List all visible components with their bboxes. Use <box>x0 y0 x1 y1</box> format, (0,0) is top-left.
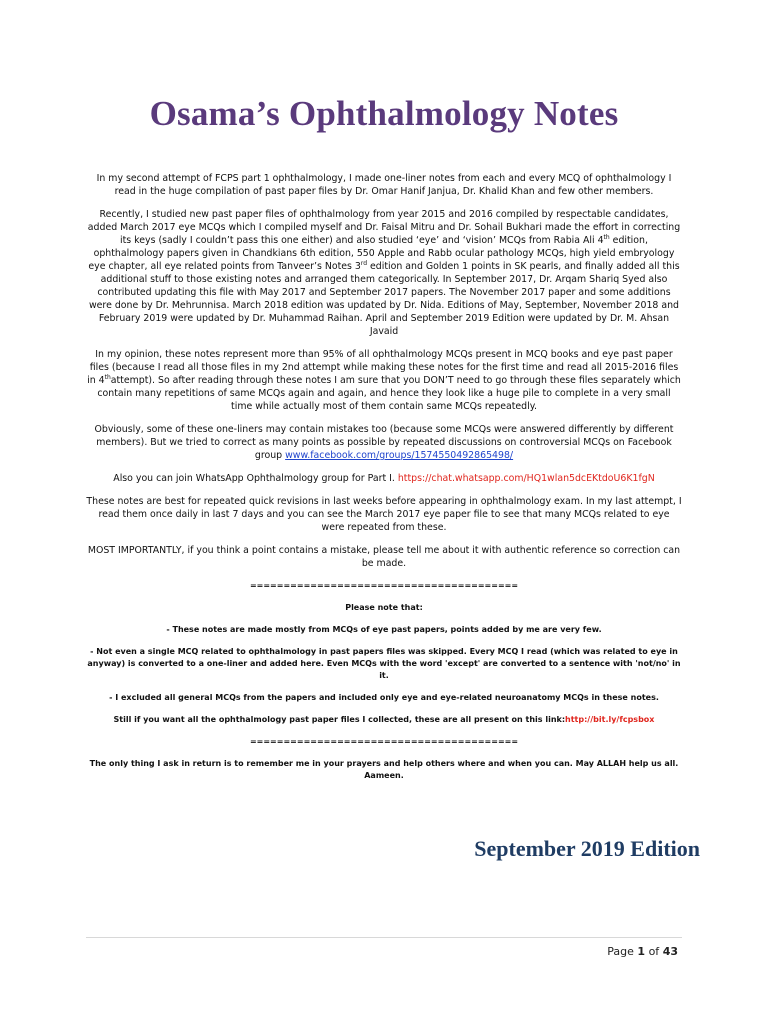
paragraph-sources-part-a: Recently, I studied new past paper files of ophthalmology from year 2015 and 2016 compiled by respectable candidates, added March 2017 eye MCQs which I compiled myself and Dr. Faisal Mitru and Dr. Sohail Bukhari made the effort in correcting its keys (sadly I couldn’t pass this one either) and also studied ‘eye’ and ‘vision’ MCQs from Rabia Ali 4 <box>87 209 681 246</box>
paragraph-intro: In my second attempt of FCPS part 1 ophthalmology, I made one-liner notes from each and every MCQ of ophthalmology I read in the huge compilation of past paper files by Dr. Omar Hanif Janjua, Dr. Khalid Khan and few other members. <box>96 173 672 197</box>
notes-heading: Please note that: <box>345 603 423 612</box>
paragraph-important: MOST IMPORTANTLY, if you think a point contains a mistake, please tell me about it with authentic reference so correction can be made. <box>87 545 681 569</box>
paragraph-whatsapp <box>86 472 682 485</box>
edition-label: September 2019 Edition <box>474 836 700 861</box>
page-number <box>607 945 678 958</box>
note-item: - These notes are made mostly from MCQs of eye past papers, points added by me are very few. <box>166 625 602 634</box>
note-item-text: Still if you want all the ophthalmology past paper files I collected, these are all present on this link: <box>113 715 566 724</box>
page-title: Osama’s Ophthalmology Notes <box>149 94 619 133</box>
footer-divider <box>86 937 682 938</box>
separator-line: ======================================== <box>249 581 519 590</box>
notes-section <box>86 580 682 782</box>
separator-line: ======================================== <box>249 737 519 746</box>
note-item: - I excluded all general MCQs from the papers and included only eye and eye-related neuroanatomy MCQs in these notes. <box>109 693 659 702</box>
page-current: 1 <box>637 945 646 958</box>
superscript-th: th <box>104 373 111 381</box>
whatsapp-group-link[interactable]: https://chat.whatsapp.com/HQ1wlan5dcEKtdoU6K1fgN <box>397 473 655 484</box>
paragraph-revision: These notes are best for repeated quick revisions in last weeks before appearing in ophthalmology exam. In my last attempt, I read them once daily in last 7 days and you can see the March 2017 eye paper file to see that many MCQs related to eye were repeated from these. <box>86 496 682 533</box>
paragraph-opinion <box>86 348 682 413</box>
note-item: - Not even a single MCQ related to ophthalmology in past papers files was skipped. Every MCQ I read (which was related to eye in anyway) is converted to a one-liner and added here. Even MCQs with the word 'except' are converted to a sentence with 'not/no' in it. <box>87 647 681 680</box>
fcpsbox-link[interactable]: http://bit.ly/fcpsbox <box>565 715 655 724</box>
page-total: 43 <box>662 945 678 958</box>
paragraph-opinion-part-b: attempt). So after reading through these notes I am sure that you DON’T need to go through these files separately which contain many repetitions of same MCQs again and again, and hence they look like a huge pile to complete in a very small time while actually most of them contain same MCQs repeatedly. <box>97 375 681 412</box>
facebook-group-link[interactable]: www.facebook.com/groups/1574550492865498/ <box>285 450 514 461</box>
paragraph-mistakes-text: Obviously, some of these one-liners may contain mistakes too (because some MCQs were answered differently by different members). But we tried to correct as many points as possible by repeated discussions on controversial MCQs on Facebook group <box>94 424 674 461</box>
superscript-th: th <box>603 233 610 241</box>
page-label: Page <box>607 945 638 958</box>
intro-body <box>86 172 682 792</box>
paragraph-opinion-part-a: In my opinion, these notes represent more than 95% of all ophthalmology MCQs present in MCQ books and eye past paper files (because I read all those files in my 2nd attempt while making these notes for the first time and read all 2015-2016 files in 4 <box>87 349 679 386</box>
paragraph-sources-part-c: edition and Golden 1 points in SK pearls, and finally added all this additional stuff to those existing notes and arranged them categorically. In September 2017, Dr. Arqam Shariq Syed also contributed updating this file with May 2017 and September 2017 papers. The November 2017 paper and some additions were done by Dr. Mehrunnisa. March 2018 edition was updated by Dr. Nida. Editions of May, September, November 2018 and February 2019 were updated by Dr. Muhammad Raihan. April and September 2019 Edition were updated by Dr. M. Ahsan Javaid <box>88 261 680 337</box>
paragraph-mistakes <box>86 423 682 462</box>
note-item-link <box>86 714 682 726</box>
paragraph-sources-part-b: edition, ophthalmology papers given in Chandkians 6th edition, 550 Apple and Rabb ocular pathology MCQs, high yield embryology eye chapter, all eye related points from Tanveer’s Notes 3 <box>88 235 675 272</box>
superscript-rd: rd <box>360 259 368 267</box>
closing-text: The only thing I ask in return is to remember me in your prayers and help others where and when you can. May ALLAH help us all. Aameen. <box>89 759 679 780</box>
paragraph-sources <box>86 208 682 338</box>
paragraph-whatsapp-text: Also you can join WhatsApp Ophthalmology group for Part I. <box>113 473 398 484</box>
page-of: of <box>645 945 663 958</box>
